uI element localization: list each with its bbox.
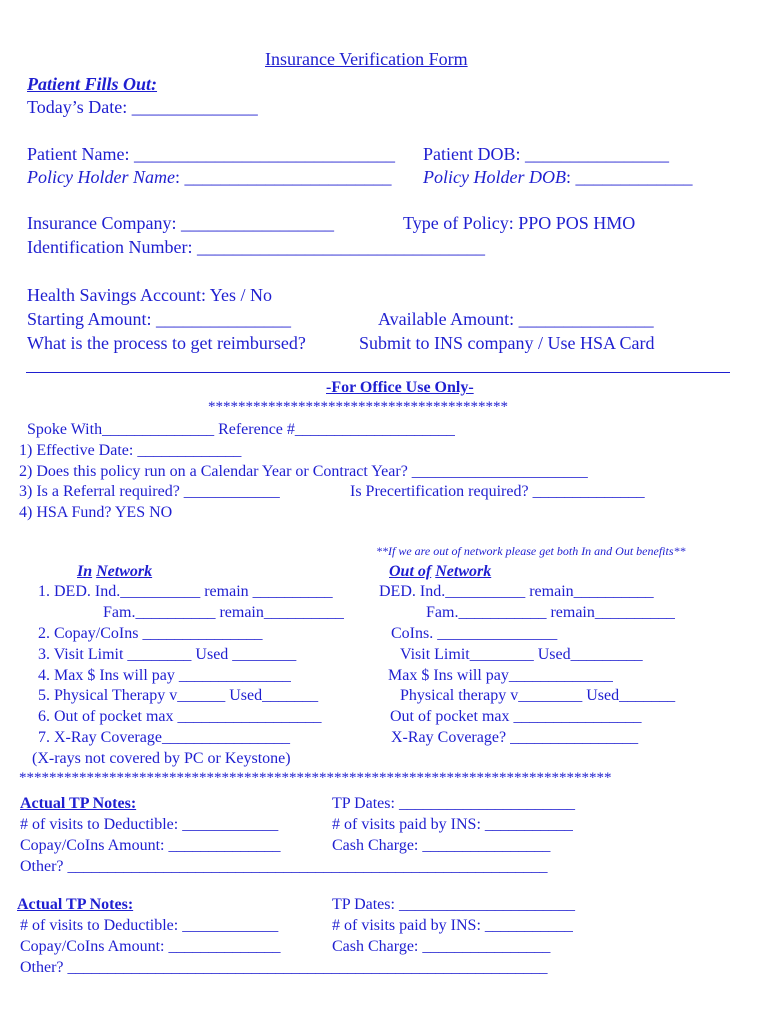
in-copay-field[interactable]: 2. Copay/CoIns _______________ bbox=[38, 625, 263, 642]
out-of-network-note: **If we are out of network please get both In and Out benefits** bbox=[376, 544, 686, 558]
policy-holder-name-field[interactable] bbox=[27, 168, 391, 186]
calendar-contract-field[interactable]: 2) Does this policy run on a Calendar Year or Contract Year? ______________________ bbox=[19, 463, 588, 480]
available-amount-field[interactable]: Available Amount: _______________ bbox=[378, 309, 654, 329]
spoke-with-field[interactable]: Spoke With______________ Reference #____________________ bbox=[27, 421, 455, 438]
reimburse-answer[interactable]: Submit to INS company / Use HSA Card bbox=[359, 333, 655, 353]
visits-paid-field[interactable]: # of visits paid by INS: ___________ bbox=[332, 917, 573, 934]
form-title: Insurance Verification Form bbox=[265, 49, 468, 69]
out-network-heading-b: Network bbox=[435, 563, 492, 580]
referral-field[interactable]: 3) Is a Referral required? ____________ bbox=[19, 483, 280, 500]
patient-dob-field[interactable]: Patient DOB: ________________ bbox=[423, 144, 669, 164]
in-physical-therapy-field[interactable]: 5. Physical Therapy v______ Used_______ bbox=[38, 687, 319, 704]
hsa-field[interactable]: Health Savings Account: Yes / No bbox=[27, 285, 272, 305]
in-network-heading-a: In bbox=[77, 563, 93, 580]
xray-note: (X-rays not covered by PC or Keystone) bbox=[32, 750, 291, 767]
tp-dates-field[interactable]: TP Dates: ______________________ bbox=[332, 795, 575, 812]
patient-heading-colon: : bbox=[151, 74, 158, 94]
divider-stars-line: ******************************************************************************* bbox=[19, 770, 612, 786]
policy-holder-dob-blank: : _____________ bbox=[565, 167, 693, 187]
policy-holder-name-label: Policy Holder Name bbox=[27, 167, 175, 187]
other-field[interactable]: Other? ____________________________________________________________ bbox=[20, 959, 548, 976]
visits-deductible-field[interactable]: # of visits to Deductible: ____________ bbox=[20, 816, 279, 833]
tp-notes-heading: Actual TP Notes: bbox=[17, 896, 134, 913]
tp-notes-heading: Actual TP Notes: bbox=[20, 795, 137, 812]
visits-deductible-field[interactable]: # of visits to Deductible: ____________ bbox=[20, 917, 279, 934]
policy-holder-name-blank: : _______________________ bbox=[174, 167, 392, 187]
out-fam-field[interactable]: Fam.___________ remain__________ bbox=[426, 604, 675, 621]
patient-section-heading bbox=[27, 75, 157, 93]
visits-paid-field[interactable]: # of visits paid by INS: ___________ bbox=[332, 816, 573, 833]
patient-heading-text: Patient Fills Out bbox=[27, 74, 152, 94]
effective-date-field[interactable]: 1) Effective Date: _____________ bbox=[19, 442, 242, 459]
in-visit-limit-field[interactable]: 3. Visit Limit ________ Used ________ bbox=[38, 646, 297, 663]
insurance-company-field[interactable]: Insurance Company: _________________ bbox=[27, 213, 334, 233]
identification-number-field[interactable]: Identification Number: ________________________________ bbox=[27, 237, 485, 257]
copay-amount-field[interactable]: Copay/CoIns Amount: ______________ bbox=[20, 837, 281, 854]
in-xray-field[interactable]: 7. X-Ray Coverage________________ bbox=[38, 729, 290, 746]
section-divider-line bbox=[26, 372, 730, 373]
out-physical-therapy-field[interactable]: Physical therapy v________ Used_______ bbox=[400, 687, 676, 704]
todays-date-field[interactable]: Today’s Date: ______________ bbox=[27, 97, 258, 117]
out-visit-limit-field[interactable]: Visit Limit________ Used_________ bbox=[400, 646, 643, 663]
tp-dates-field[interactable]: TP Dates: ______________________ bbox=[332, 896, 575, 913]
other-field[interactable]: Other? ____________________________________________________________ bbox=[20, 858, 548, 875]
in-network-heading-b: Network bbox=[96, 563, 153, 580]
out-ded-ind-field[interactable]: DED. Ind.__________ remain__________ bbox=[379, 583, 654, 600]
starting-amount-field[interactable]: Starting Amount: _______________ bbox=[27, 309, 292, 329]
patient-name-field[interactable]: Patient Name: _____________________________ bbox=[27, 144, 395, 164]
copay-amount-field[interactable]: Copay/CoIns Amount: ______________ bbox=[20, 938, 281, 955]
out-network-heading-a: Out of bbox=[389, 563, 432, 580]
out-coins-field[interactable]: CoIns. _______________ bbox=[391, 625, 558, 642]
in-fam-field[interactable]: Fam.__________ remain__________ bbox=[103, 604, 344, 621]
in-network-heading bbox=[77, 564, 152, 580]
reimburse-question: What is the process to get reimbursed? bbox=[27, 333, 306, 353]
policy-type-field[interactable]: Type of Policy: PPO POS HMO bbox=[403, 213, 636, 233]
in-max-ins-field[interactable]: 4. Max $ Ins will pay ______________ bbox=[38, 667, 291, 684]
in-ded-ind-field[interactable]: 1. DED. Ind.__________ remain __________ bbox=[38, 583, 333, 600]
cash-charge-field[interactable]: Cash Charge: ________________ bbox=[332, 837, 551, 854]
hsa-fund-field[interactable]: 4) HSA Fund? YES NO bbox=[19, 504, 173, 521]
out-network-heading bbox=[389, 564, 491, 580]
out-out-of-pocket-field[interactable]: Out of pocket max ________________ bbox=[390, 708, 642, 725]
out-xray-field[interactable]: X-Ray Coverage? ________________ bbox=[391, 729, 639, 746]
office-stars-line: **************************************** bbox=[208, 399, 508, 415]
office-use-heading: -For Office Use Only- bbox=[326, 379, 474, 396]
precert-field[interactable]: Is Precertification required? ______________ bbox=[350, 483, 645, 500]
cash-charge-field[interactable]: Cash Charge: ________________ bbox=[332, 938, 551, 955]
out-max-ins-field[interactable]: Max $ Ins will pay_____________ bbox=[388, 667, 613, 684]
policy-holder-dob-label: Policy Holder DOB bbox=[423, 167, 566, 187]
in-out-of-pocket-field[interactable]: 6. Out of pocket max __________________ bbox=[38, 708, 322, 725]
policy-holder-dob-field[interactable] bbox=[423, 168, 692, 186]
